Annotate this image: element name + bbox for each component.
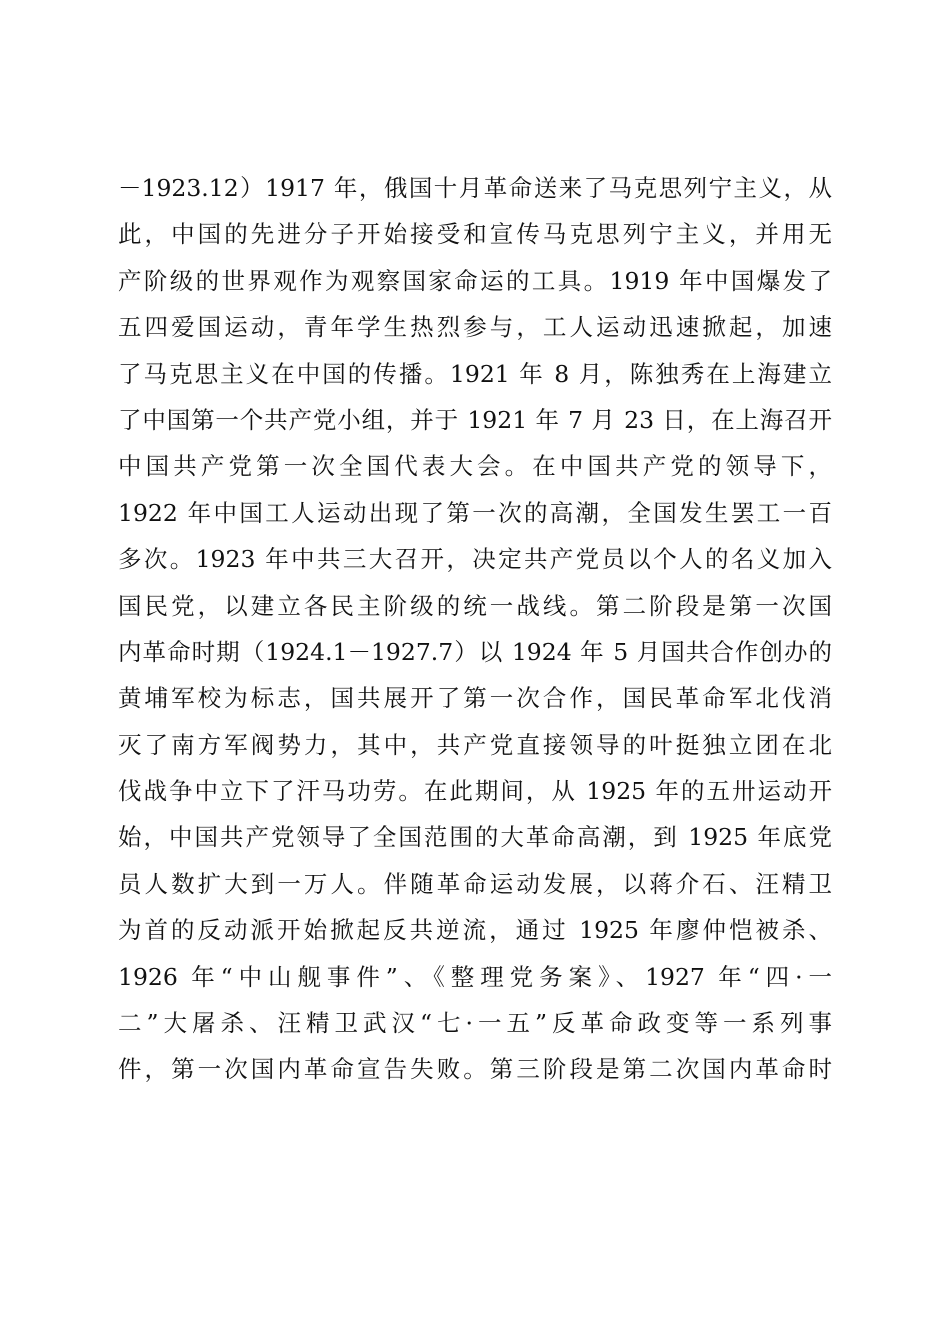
- text-line: 中国共产党第一次全国代表大会。在中国共产党的领导下，: [118, 452, 832, 481]
- text-line: 1922 年中国工人运动出现了第一次的高潮，全国发生罢工一百: [118, 498, 832, 527]
- text-line: 多次。1923 年中共三大召开，决定共产党员以个人的名义加入: [118, 545, 832, 574]
- text-line: －1923.12）1917 年，俄国十月革命送来了马克思列宁主义，从: [118, 174, 832, 202]
- body-text: [118, 169, 832, 1097]
- text-line: 此，中国的先进分子开始接受和宣传马克思列宁主义，并用无: [118, 220, 832, 249]
- text-line: 国民党，以建立各民主阶级的统一战线。第二阶段是第一次国: [118, 591, 832, 620]
- text-line: 1926 年“中山舰事件”、《整理党务案》、1927 年“四·一: [118, 962, 832, 991]
- text-line: 黄埔军校为标志，国共展开了第一次合作，国民革命军北伐消: [118, 684, 832, 713]
- text-line: 为首的反动派开始掀起反共逆流，通过 1925 年廖仲恺被杀、: [118, 916, 832, 945]
- text-line: 产阶级的世界观作为观察国家命运的工具。1919 年中国爆发了: [118, 266, 832, 295]
- text-line: 了马克思主义在中国的传播。1921 年 8 月，陈独秀在上海建立: [118, 359, 832, 388]
- text-line: 伐战争中立下了汗马功劳。在此期间，从 1925 年的五卅运动开: [118, 777, 832, 806]
- text-line: 二”大屠杀、汪精卫武汉“七·一五”反革命政变等一系列事: [118, 1009, 832, 1038]
- text-line: 了中国第一个共产党小组，并于 1921 年 7 月 23 日，在上海召开: [118, 405, 832, 434]
- text-line: 灭了南方军阀势力，其中，共产党直接领导的叶挺独立团在北: [118, 730, 832, 759]
- text-line: 五四爱国运动，青年学生热烈参与，工人运动迅速掀起，加速: [118, 313, 832, 342]
- text-line: 内革命时期（1924.1－1927.7）以 1924 年 5 月国共合作创办的: [118, 637, 832, 666]
- text-line: 始，中国共产党领导了全国范围的大革命高潮，到 1925 年底党: [118, 823, 832, 852]
- text-line: 件，第一次国内革命宣告失败。第三阶段是第二次国内革命时: [118, 1055, 832, 1084]
- text-line: 员人数扩大到一万人。伴随革命运动发展，以蒋介石、汪精卫: [118, 869, 832, 898]
